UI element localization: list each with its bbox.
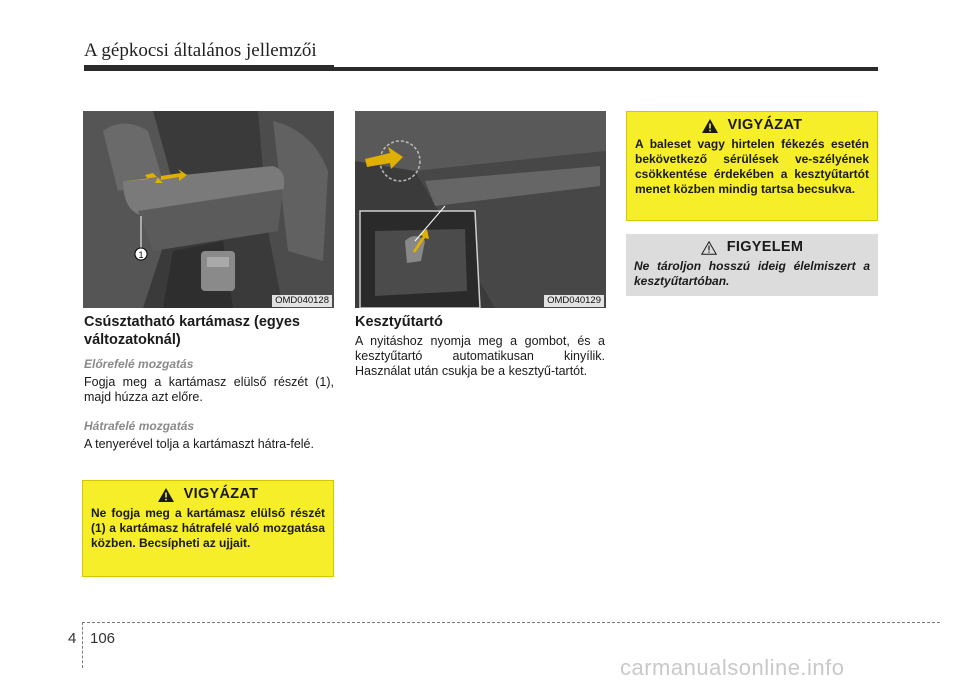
watermark: carmanualsonline.info xyxy=(620,655,845,680)
warning-title xyxy=(635,118,869,133)
armrest-section xyxy=(84,313,334,452)
caution-triangle-icon xyxy=(701,241,717,255)
glovebox-photo xyxy=(355,111,606,308)
page-header-title: A gépkocsi általános jellemzői xyxy=(84,40,317,61)
forward-subheading: Előrefelé mozgatás xyxy=(84,357,194,371)
photo-caption: OMD040128 xyxy=(272,295,332,307)
backward-text: A tenyerével tolja a kartámaszt hátra-felé. xyxy=(84,437,314,451)
warning-title-text: VIGYÁZAT xyxy=(183,486,259,502)
page-number: 106 xyxy=(90,630,116,647)
glovebox-text: A nyitáshoz nyomja meg a gombot, és a kesztyűtartó automatikusan kinyílik. Használat után csukja be a kesztyű-tartót. xyxy=(355,334,605,378)
armrest-photo xyxy=(83,111,334,308)
chapter-number: 4 xyxy=(68,630,77,647)
callout-number: 1 xyxy=(138,250,144,260)
warning-text: A baleset vagy hirtelen fékezés esetén bekövetkező sérülések ve-szélyének csökkentése érdekében a kesztyűtartót menet közben mindig tartsa becsukva. xyxy=(635,137,869,196)
notice-title xyxy=(634,240,870,255)
forward-text: Fogja meg a kartámasz elülső részét (1), majd húzza azt előre. xyxy=(84,375,334,404)
glovebox-notice-box xyxy=(626,234,878,296)
armrest-heading: Csúsztatható kartámasz (egyes változatoknál) xyxy=(84,314,300,348)
warning-title-text: VIGYÁZAT xyxy=(727,117,803,133)
armrest-warning-box xyxy=(82,480,334,577)
footer-vertical-rule xyxy=(82,622,83,668)
glovebox-warning-box xyxy=(626,111,878,221)
armrest-illustration xyxy=(83,111,334,308)
header-rule xyxy=(84,67,878,71)
warning-text: Ne fogja meg a kartámasz elülső részét (1) a kartámasz hátrafelé való mozgatása közben. Becsípheti az ujjait. xyxy=(91,506,325,550)
footer-rule xyxy=(82,622,940,623)
backward-subheading: Hátrafelé mozgatás xyxy=(84,419,195,433)
glovebox-section xyxy=(355,313,605,379)
glovebox-illustration xyxy=(355,111,606,308)
notice-text: Ne tároljon hosszú ideig élelmiszert a kesztyűtartóban. xyxy=(634,259,870,288)
warning-triangle-icon xyxy=(702,119,718,133)
warning-triangle-icon xyxy=(158,488,174,502)
warning-title xyxy=(91,487,325,502)
photo-caption: OMD040129 xyxy=(544,295,604,307)
glovebox-heading: Kesztyűtartó xyxy=(355,314,443,330)
notice-title-text: FIGYELEM xyxy=(726,239,804,255)
